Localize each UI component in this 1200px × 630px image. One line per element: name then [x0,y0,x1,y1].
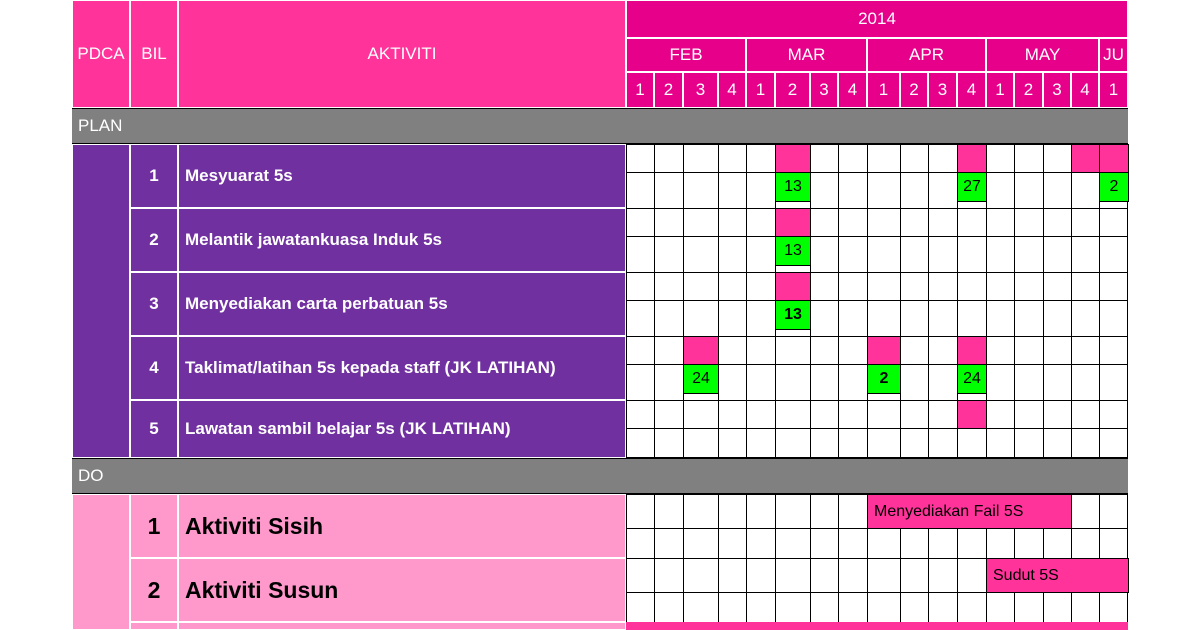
week-label: 2 [775,72,810,108]
do-row-activity: Aktiviti Sisih [178,494,626,558]
grid-line-vertical [683,144,684,458]
grid-line-vertical [900,144,901,458]
week-label: 1 [867,72,900,108]
schedule-marker-planned [1071,144,1100,173]
section-band-do: DO [72,458,1128,494]
week-label: 3 [683,72,718,108]
grid-line-vertical [746,494,747,630]
week-label: 2 [654,72,683,108]
plan-row-activity: Lawatan sambil belajar 5s (JK LATIHAN) [178,400,626,458]
pdca-cell-plan [72,144,130,458]
grid-line-horizontal [626,300,1128,301]
month-label-apr: APR [867,38,986,72]
schedule-marker-date: 27 [957,172,987,202]
schedule-marker-planned [957,144,987,173]
do-row-number: 2 [130,558,178,622]
week-label: 1 [746,72,775,108]
plan-row-number: 2 [130,208,178,272]
schedule-marker-planned [626,622,1128,630]
schedule-marker-date: 2 [867,364,901,394]
schedule-marker-date: 2 [1099,172,1129,202]
grid-line-vertical [1071,144,1072,458]
plan-row-activity: Melantik jawatankuasa Induk 5s [178,208,626,272]
grid-line-vertical [746,144,747,458]
schedule-marker-date: 13 [775,172,811,202]
month-label-feb: FEB [626,38,746,72]
plan-row-activity: Taklimat/latihan 5s kepada staff (JK LATIHAN) [178,336,626,400]
grid-line-vertical [683,494,684,630]
week-label: 3 [1043,72,1071,108]
week-label: 1 [626,72,654,108]
grid-line-vertical [867,144,868,458]
plan-schedule-grid [626,144,1128,458]
do-activity-bar: Menyediakan Fail 5S [867,494,1072,529]
plan-row-number: 5 [130,400,178,458]
grid-line-horizontal [626,172,1128,173]
week-label: 2 [900,72,928,108]
grid-line-horizontal [626,400,1128,401]
grid-line-vertical [838,144,839,458]
header-aktiviti: AKTIVITI [178,0,626,108]
schedule-marker-planned [683,336,719,365]
grid-line-horizontal [626,272,1128,273]
grid-line-vertical [928,144,929,458]
plan-row-activity: Mesyuarat 5s [178,144,626,208]
week-label: 3 [928,72,957,108]
schedule-marker-date: 24 [683,364,719,394]
plan-row-number: 4 [130,336,178,400]
grid-line-horizontal [626,236,1128,237]
week-label: 4 [1071,72,1099,108]
grid-line-vertical [1043,144,1044,458]
schedule-marker-date: 13 [775,236,811,266]
header-year: 2014 [626,0,1128,38]
grid-line-vertical [775,494,776,630]
week-label: 1 [1099,72,1128,108]
grid-line-vertical [718,144,719,458]
do-row-number: 1 [130,494,178,558]
grid-line-vertical [1014,144,1015,458]
week-label: 3 [810,72,838,108]
pdca-cell-do [72,494,130,630]
schedule-marker-date: 13 [775,300,811,330]
grid-line-vertical [810,494,811,630]
grid-line-vertical [654,494,655,630]
do-row-number [130,622,178,630]
schedule-marker-planned [957,336,987,365]
do-row-activity [178,622,626,630]
grid-line-vertical [718,494,719,630]
month-label-ju: JU [1099,38,1128,72]
week-label: 4 [957,72,986,108]
plan-row-number: 3 [130,272,178,336]
header-bil: BIL [130,0,178,108]
schedule-marker-planned [867,336,901,365]
grid-line-horizontal [626,428,1128,429]
week-label: 1 [986,72,1014,108]
schedule-marker-planned [775,208,811,237]
grid-line-vertical [838,494,839,630]
plan-row-number: 1 [130,144,178,208]
grid-line-horizontal [626,208,1128,209]
schedule-marker-planned [957,400,987,429]
do-activity-bar: Sudut 5S [986,558,1129,593]
schedule-marker-date: 24 [957,364,987,394]
schedule-marker-planned [775,144,811,173]
week-label: 2 [1014,72,1043,108]
section-band-plan: PLAN [72,108,1128,144]
week-label: 4 [838,72,867,108]
schedule-marker-planned [1099,144,1129,173]
month-label-may: MAY [986,38,1099,72]
grid-line-vertical [654,144,655,458]
schedule-marker-planned [775,272,811,301]
month-label-mar: MAR [746,38,867,72]
plan-row-activity: Menyediakan carta perbatuan 5s [178,272,626,336]
do-row-activity: Aktiviti Susun [178,558,626,622]
header-pdca: PDCA [72,0,130,108]
week-label: 4 [718,72,746,108]
